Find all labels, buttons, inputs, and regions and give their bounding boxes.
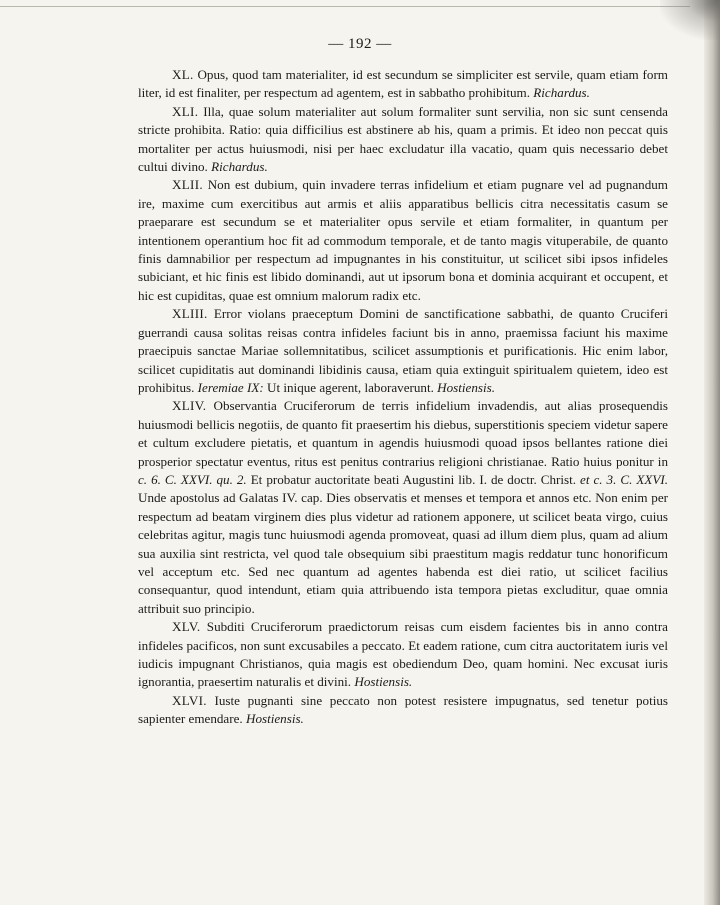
corner-shadow xyxy=(660,0,720,40)
paragraph-number: XLV. xyxy=(172,619,201,635)
citation: Hostiensis. xyxy=(245,711,304,727)
citation: et c. 3. C. XXVI. xyxy=(580,471,668,487)
paragraph-text: Et probatur auctoritate beati Augustini lib. I. de doctr. Christ. xyxy=(250,471,577,487)
paragraph-xliii xyxy=(138,305,668,397)
paragraph-number: XL. xyxy=(172,67,194,82)
paragraph-text: Error violans praeceptum Domini de sanctificatione sabbathi, de quanto Cruciferi guerrandi causa solitas reisas contra infideles faciunt bis in anno, praemissa faciunt his maxime praecipuis sanctae Mariae sollemnitatibus, scilicet assumptionis et purificationis. Hic enim labor, scilicet cupiditatis aut dominandi libidinis causa, etiam quia extinguit spiritualem quietem, ideo est prohibitus. xyxy=(138,306,669,395)
paragraph-xlv xyxy=(138,618,668,692)
page-binding-edge xyxy=(704,0,720,905)
quotation: Ut inique agerent, laboraverunt. xyxy=(267,379,434,395)
paragraph-xlvi xyxy=(138,692,668,729)
citation: Richardus. xyxy=(211,159,268,175)
citation: Hostiensis. xyxy=(354,674,413,690)
citation: Ieremiae IX: xyxy=(197,379,264,395)
paragraph-text: Illa, quae solum materialiter aut solum formaliter sunt servilia, non sic sunt censenda stricte prohibita. Ratio: quia difficilius est abstinere ab his, quam a primis. Et ideo non peccat quis mortaliter per actus huiusmodi, nisi per haec excludatur illa vacatio, quam quis necessario debet cultui divino. xyxy=(138,103,668,175)
paragraph-xl xyxy=(138,66,668,103)
citation: c. 6. C. XXVI. qu. 2. xyxy=(138,471,247,487)
paragraph-number: XLVI. xyxy=(172,692,207,708)
paragraph-text: Observantia Cruciferorum de terris infidelium invadendis, aut alias prosequendis huiusmodi bellicis negotiis, de quanto fit praesertim his diebus, superstitionis speciem videtur sapere et cultum excludere pietatis, et quantum in agendis huiusmodi quoad ipsos bellantes ratione diei prosperior spectatur eventus, ritus est penitus contrarius religioni christianae. Ratio huius ponitur in xyxy=(138,398,668,469)
paragraph-number: XLI. xyxy=(172,103,199,119)
paragraph-number: XLIII. xyxy=(172,306,208,322)
body-text xyxy=(138,66,668,729)
citation: Hostiensis. xyxy=(437,379,496,395)
top-edge-rule xyxy=(0,6,690,7)
paragraph-xliv xyxy=(138,397,668,618)
paragraph-text: Unde apostolus ad Galatas IV. cap. Dies observatis et menses et tempora et annos etc. Non enim per respectum ad beatam virginem dies plus videtur ad rationem apponere, ut scilicet beata virgo, cuius celebritas agitur, magis tunc huiusmodi agenda promoveat, quasi ad illum diem plus, quam ad alium sua auxilia sint restricta, vel quod tale obsequium sibi praestitum magis reddatur tunc honorificum vel acceptum etc. Sed nec quantum ad agentes habenda est diei ratio, ut scilicet facilius consequantur, quod intendunt, etiam quia attribuendo ista tempora pietas excluditur, quae omnia attribuit suo principio. xyxy=(138,490,668,616)
paragraph-xli xyxy=(138,103,668,177)
paragraph-xlii xyxy=(138,176,668,305)
page-number: — 192 — xyxy=(328,36,392,52)
paragraph-text: Subditi Cruciferorum praedictorum reisas cum eisdem facientes bis in anno contra infideles pacificos, non sunt excusabiles a peccato. Et eadem ratione, cum citra auctoritatem iuris vel iudicis impugnant Christianos, quia magis est obediendum Deo, quam homini. Nec excusat iuris ignorantia, praesertim naturalis et divini. xyxy=(138,619,668,690)
paragraph-text: Opus, quod tam materialiter, id est secundum se simpliciter est servile, quam etiam form liter, id est finaliter, per respectum ad agentem, est in sabbatho prohibitum. xyxy=(138,67,668,101)
paragraph-text: Iuste pugnanti sine peccato non potest resistere impugnatus, sed tenetur potius sapienter emendare. xyxy=(138,692,668,727)
paragraph-number: XLIV. xyxy=(172,398,207,414)
citation: Richardus. xyxy=(533,85,590,101)
paragraph-text: Non est dubium, quin invadere terras infidelium et etiam pugnare vel ad pugnandum ire, maxime cum exercitibus aut armis et aliis apparatibus bellicis citra necessitatis casum se praeparare est secundum se et materialiter opus servile et etiam formaliter, in quantum per intentionem operantium hoc fit ad commodum temporale, et de tanto magis vituperabile, de quanto finis damnabilior per respectum ad impugnantes in his constituitur, ut scilicet sibi ipsos infideles subiciant, et hic finis est libido dominandi, aut ut ipsorum bona et dominia acquirant et occupent, et hic est cupiditas, quae est omnium malorum radix etc. xyxy=(138,177,668,303)
paragraph-number: XLII. xyxy=(172,177,203,193)
